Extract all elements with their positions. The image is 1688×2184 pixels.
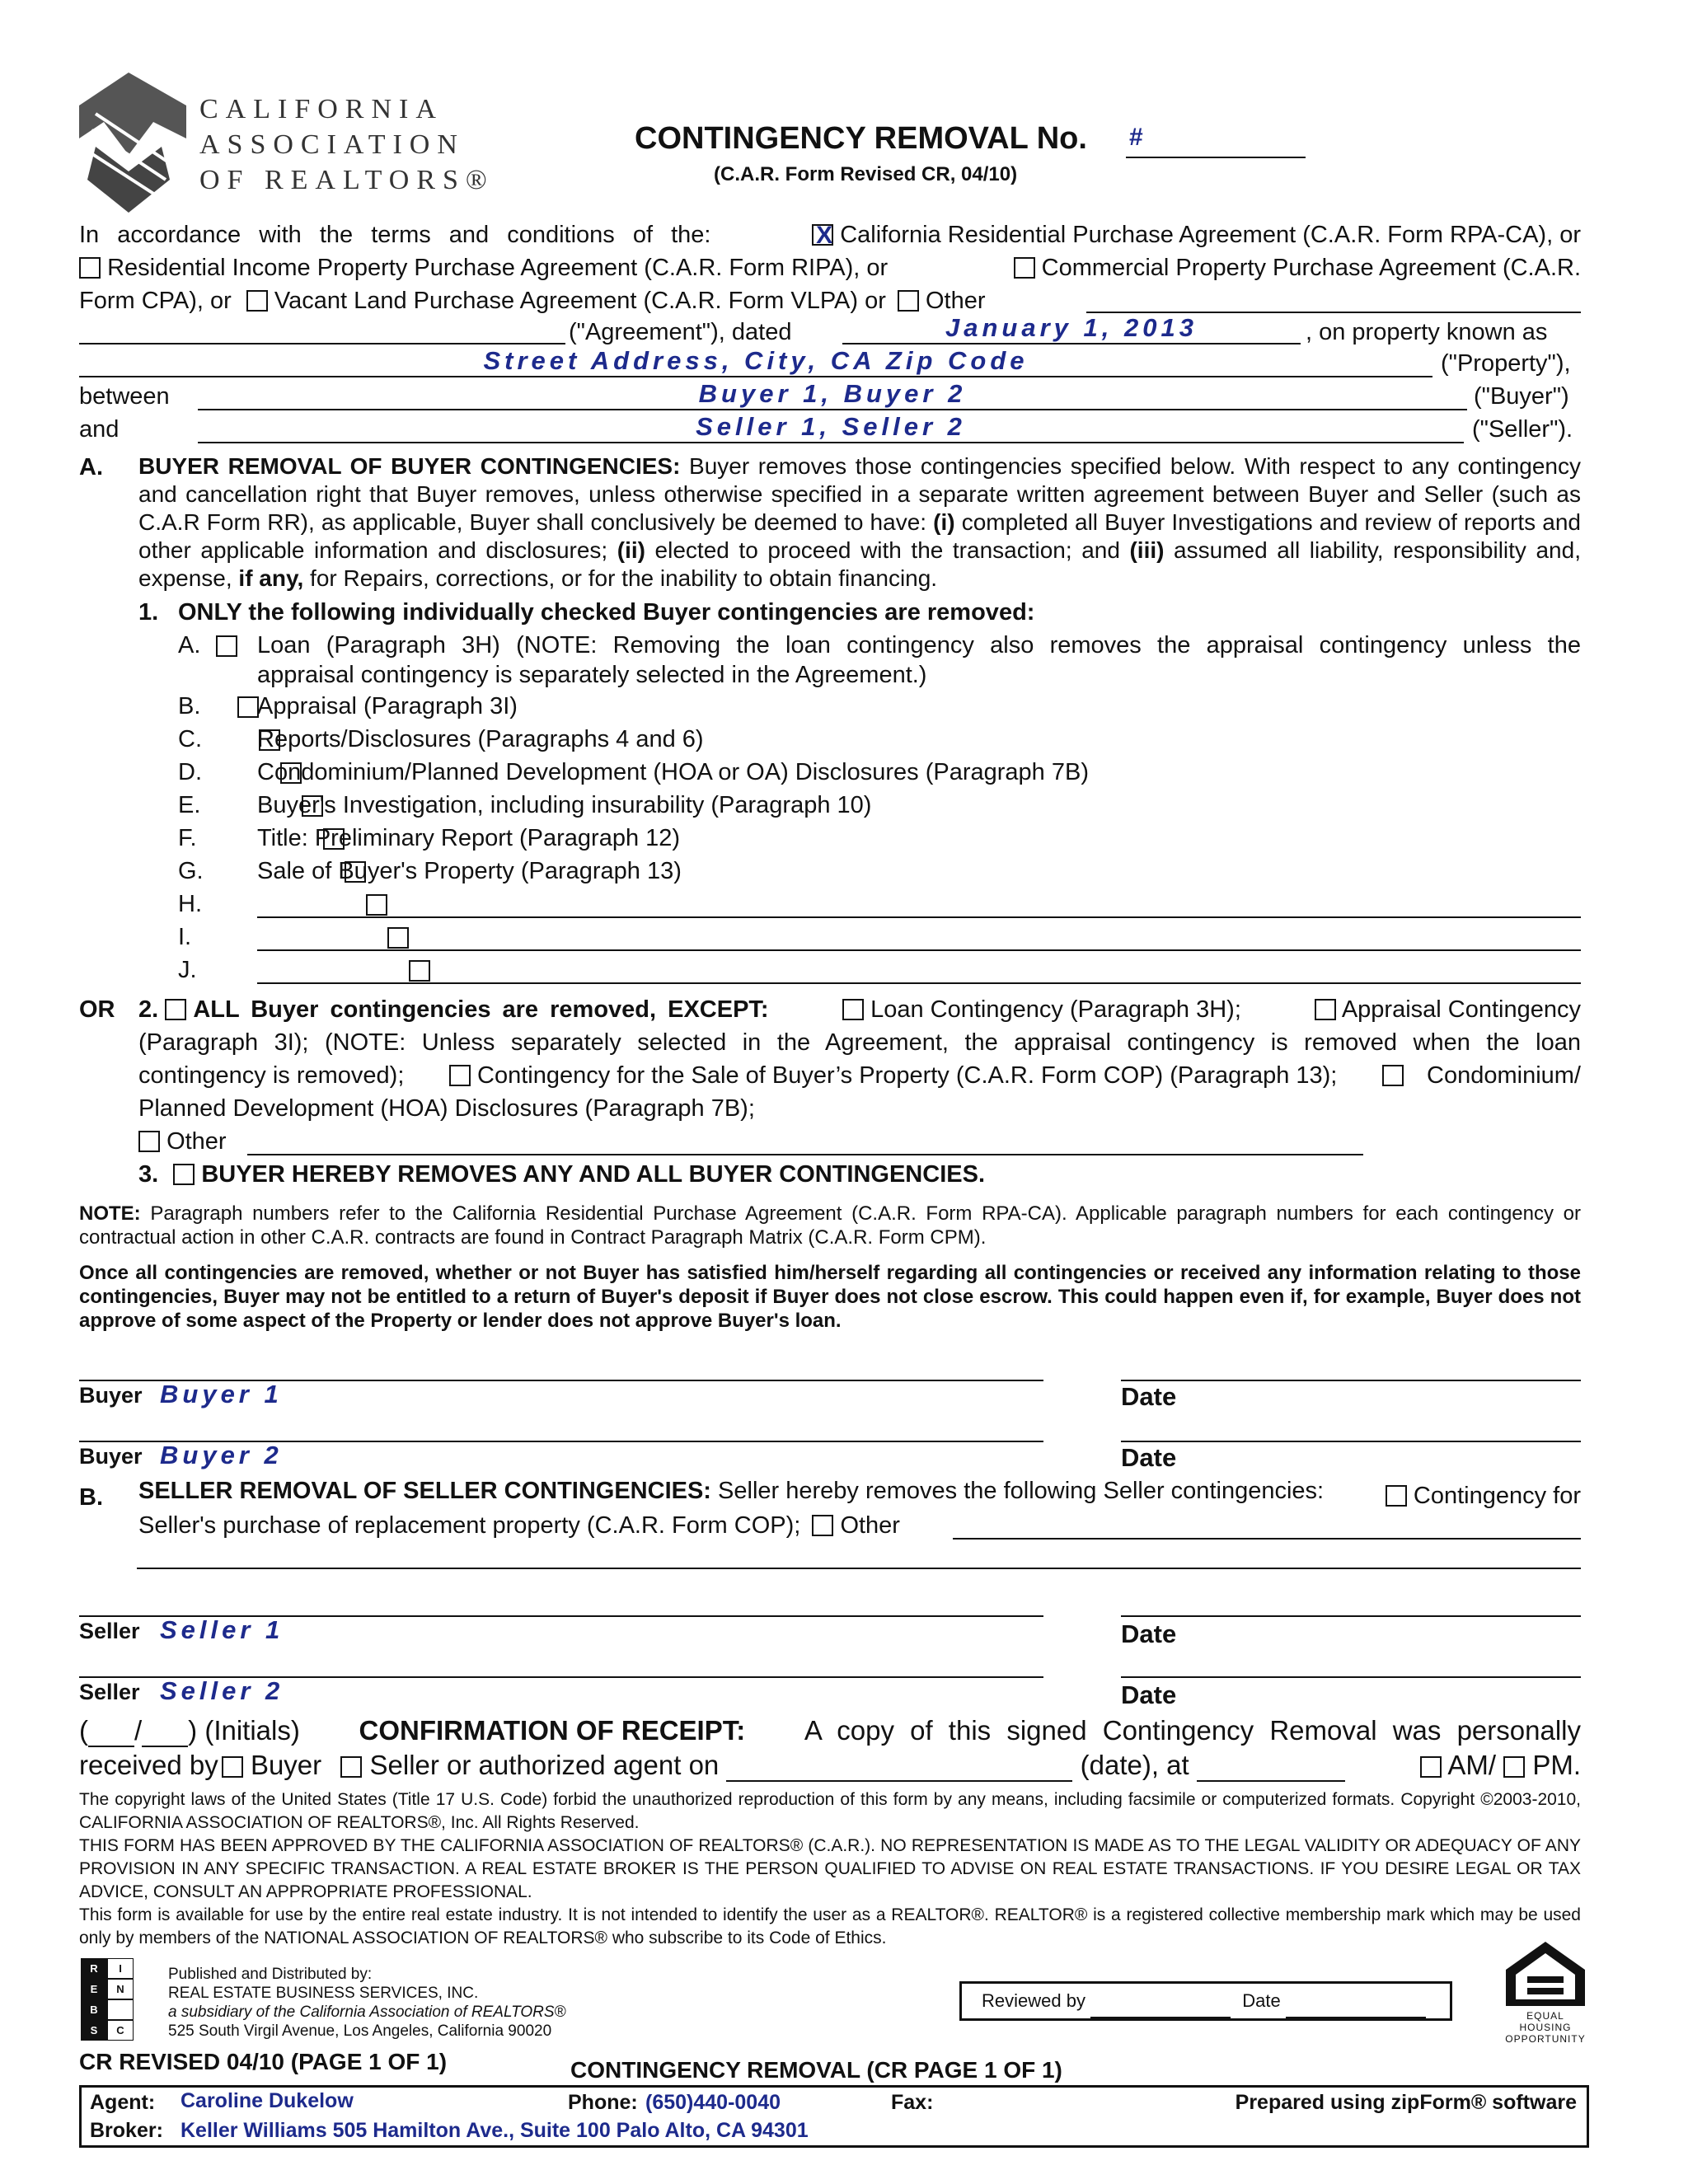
cop-except-checkbox[interactable] — [449, 1065, 471, 1086]
seller-2-signature-value: Seller 2 — [160, 1676, 284, 1705]
other-seller-checkbox[interactable] — [812, 1515, 833, 1536]
section-a-if-any: if any, — [238, 565, 304, 591]
item-2-other — [138, 1127, 227, 1155]
reviewed-by-label: Reviewed by — [982, 1990, 1085, 2011]
contingency-label-cont: appraisal contingency is separately selected in the Agreement.) — [257, 662, 927, 688]
other-seller-field[interactable] — [953, 1538, 1581, 1540]
equal-housing-text-1: EQUAL HOUSING — [1519, 2010, 1572, 2033]
vlpa-label: Vacant Land Purchase Agreement (C.A.R. Form VLPA) or — [274, 288, 886, 314]
cop-except-label: Contingency for the Sale of Buyer’s Property (C.A.R. Form COP) (Paragraph 13); — [477, 1062, 1338, 1089]
other-agreement-label: Other — [925, 288, 986, 314]
form-number-value: # — [1129, 124, 1143, 151]
seller-2-date-label: Date — [1121, 1680, 1177, 1709]
buyer-1-signature-value: Buyer 1 — [160, 1380, 283, 1408]
other-agreement-checkbox[interactable] — [898, 290, 919, 312]
other-except-label: Other — [166, 1128, 227, 1155]
receipt-seller-label: Seller or authorized agent on — [369, 1750, 720, 1780]
contingency-checkbox[interactable] — [366, 894, 387, 916]
publisher-info — [168, 1965, 566, 2041]
section-b-text: Seller hereby removes the following Seller contingencies: — [710, 1478, 1325, 1504]
note-text: Paragraph numbers refer to the California Residential Purchase Agreement (C.A.R. Form RPA-CA). Applicable paragraph numbers for each contingency or contractual action in other C.A.R. contracts are found in Contract Paragraph Matrix (C.A.R. Form CPM). — [79, 1202, 1581, 1249]
logo-line-1: CALIFORNIA — [199, 94, 443, 124]
warning-paragraph: Once all contingencies are removed, whether or not Buyer has satisfied him/herself regarding all contingencies or received any information relating to those contingencies, Buyer may not be entitled to a return of Buyer's deposit if Buyer does not close escrow. This could happen even if, for example, Buyer does not approve of some aspect of the Property or lender does not approve Buyer's loan. — [79, 1262, 1581, 1332]
reviewed-by-field[interactable] — [1090, 1999, 1231, 2018]
section-b-letter: B. — [79, 1484, 103, 1511]
item-2-line-2: (Paragraph 3I); (NOTE: Unless separately selected in the Agreement, the appraisal contingency is removed when the loan — [138, 1029, 1581, 1056]
property-address-field[interactable] — [79, 346, 1432, 377]
seller-1-label: Seller — [79, 1619, 140, 1643]
agreement-date-value: January 1, 2013 — [945, 313, 1198, 342]
and-label: and — [79, 416, 120, 443]
legal-usage: This form is available for use by the entire real estate industry. It is not intended to identify the user as a REALTOR®. REALTOR® is a registered collective membership mark which may be used only by members of the NATIONAL ASSOCIATION OF REALTORS® who subscribe to its Code of Ethics. — [79, 1905, 1581, 1947]
rebs-cell — [107, 1999, 134, 2020]
intro-line-3 — [79, 287, 986, 315]
section-a-text-3: elected to proceed with the transaction; and — [645, 537, 1130, 563]
contingency-letter: D. — [178, 759, 202, 785]
item-2-line-3 — [138, 1062, 1581, 1090]
section-a-letter: A. — [79, 454, 103, 480]
section-a-heading: BUYER REMOVAL OF BUYER CONTINGENCIES: — [138, 453, 681, 479]
section-b-line-1 — [138, 1477, 1581, 1509]
receipt-text: A copy of this signed Contingency Removal was personally — [804, 1715, 1581, 1746]
intro-line-1 — [79, 221, 1581, 249]
reviewed-date-field[interactable] — [1286, 1999, 1426, 2018]
equal-housing-icon — [1504, 1940, 1587, 2006]
cpa-checkbox[interactable] — [1014, 257, 1035, 279]
cop-seller-label: Contingency for — [1413, 1483, 1581, 1509]
seller-initials-field[interactable] — [142, 1722, 188, 1747]
intro-line-2 — [79, 254, 1581, 282]
pm-checkbox[interactable] — [1503, 1756, 1525, 1778]
buyer-1-date-line[interactable] — [1121, 1380, 1581, 1381]
section-a-text-2: completed all Buyer Investigations and review of reports and other applicable information and disclosures; — [138, 509, 1581, 563]
car-logo — [79, 73, 186, 213]
contingency-label: Buyer's Investigation, including insurability (Paragraph 10) — [257, 792, 872, 818]
buyer-2-label: Buyer — [79, 1444, 143, 1469]
seller-names-value: Seller 1, Seller 2 — [696, 412, 966, 441]
broker-value: Keller Williams 505 Hamilton Ave., Suite 100 Palo Alto, CA 94301 — [181, 2119, 809, 2142]
agreement-label: ("Agreement"), dated — [569, 319, 792, 345]
agent-label: Agent: — [90, 2091, 156, 2114]
am-label: AM/ — [1447, 1750, 1496, 1780]
rebs-cell: E — [81, 1979, 107, 1999]
reviewed-box — [959, 1981, 1452, 2021]
section-a-text-5: for Repairs, corrections, or for the inability to obtain financing. — [303, 565, 938, 591]
receipt-heading: CONFIRMATION OF RECEIPT: — [359, 1715, 746, 1746]
other-except-field[interactable] — [247, 1154, 1363, 1155]
prepared-by: Prepared using zipForm® software — [1235, 2091, 1577, 2114]
item-3-label: BUYER HEREBY REMOVES ANY AND ALL BUYER CONTINGENCIES. — [201, 1161, 985, 1188]
equal-housing-logo — [1502, 1940, 1589, 2045]
contingency-custom-field[interactable] — [257, 916, 1581, 918]
receipt-date-label: (date), at — [1080, 1750, 1189, 1780]
section-a-i: (i) — [933, 509, 955, 535]
cpa-label-2: Form CPA), or — [79, 288, 232, 314]
section-a-iii: (iii) — [1129, 537, 1165, 563]
pm-label: PM. — [1532, 1750, 1581, 1780]
all-except-checkbox[interactable] — [165, 999, 186, 1020]
buyer-initials-field[interactable] — [88, 1722, 134, 1747]
buyer-names-value: Buyer 1, Buyer 2 — [698, 379, 967, 408]
contingency-letter: C. — [178, 726, 202, 752]
ripa-checkbox[interactable] — [79, 257, 101, 279]
contingency-letter: I. — [178, 924, 192, 950]
rebs-cell: R — [81, 1958, 107, 1979]
contingency-label: Condominium/Planned Development (HOA or OA) Disclosures (Paragraph 7B) — [257, 759, 1089, 785]
condo-except-checkbox[interactable] — [1382, 1065, 1404, 1086]
contingency-custom-field[interactable] — [257, 949, 1581, 951]
rebs-cell: N — [107, 1979, 134, 1999]
receipt-line-2 — [79, 1749, 1581, 1782]
agreement-date-field[interactable] — [842, 313, 1301, 344]
contingency-label: Reports/Disclosures (Paragraphs 4 and 6) — [257, 726, 704, 752]
contingency-label: Title: Preliminary Report (Paragraph 12) — [257, 825, 681, 851]
buyer-2-date-line[interactable] — [1121, 1441, 1581, 1442]
buyer-2-signature-value: Buyer 2 — [160, 1441, 283, 1469]
item-2-line-4: Planned Development (HOA) Disclosures (Paragraph 7B); — [138, 1095, 755, 1122]
seller-2-label: Seller — [79, 1680, 140, 1704]
intro-lead: In accordance with the terms and conditions of the: — [79, 222, 711, 248]
seller-1-date-label: Date — [1121, 1619, 1177, 1648]
vlpa-checkbox[interactable] — [246, 290, 268, 312]
buyer-2-date-label: Date — [1121, 1443, 1177, 1472]
publisher-line-4: 525 South Virgil Avenue, Los Angeles, California 90020 — [168, 2022, 552, 2040]
receipt-seller-checkbox[interactable] — [340, 1756, 362, 1778]
car-logo-icon — [79, 73, 186, 213]
agent-box — [79, 2085, 1589, 2148]
section-b-line-2 — [138, 1511, 900, 1540]
form-number-field[interactable] — [1126, 124, 1306, 158]
contingency-letter: J. — [178, 957, 197, 983]
section-a-text-1: Buyer removes those contingencies specified below. With respect to any contingency and cancellation right that Buyer removes, unless otherwise specified in a separate written agreement between Buyer and Seller (such as C.A.R Form RR), as applicable, Buyer shall conclusively be deemed to have: — [138, 453, 1581, 535]
between-label: between — [79, 383, 170, 410]
contingency-letter: A. — [178, 632, 201, 658]
appraisal-except-label: Appraisal Contingency — [1341, 996, 1581, 1023]
cop-seller-checkbox[interactable] — [1386, 1485, 1407, 1507]
item-2-number: 2. — [138, 996, 159, 1023]
form-title: CONTINGENCY REMOVAL No. — [635, 121, 1087, 156]
form-subtitle: (C.A.R. Form Revised CR, 04/10) — [714, 163, 1018, 185]
rebs-logo — [81, 1958, 134, 2041]
receipt-buyer-checkbox[interactable] — [222, 1756, 243, 1778]
am-checkbox[interactable] — [1420, 1756, 1442, 1778]
cpa-label: Commercial Property Purchase Agreement (C.A.R. — [1041, 255, 1581, 281]
initials-slash: / — [134, 1715, 143, 1746]
receipt-time-field[interactable] — [1197, 1757, 1345, 1782]
rpa-label: California Residential Purchase Agreement (C.A.R. Form RPA-CA), or — [840, 222, 1581, 248]
reviewed-date-label: Date — [1242, 1990, 1281, 2011]
seller-label: ("Seller"). — [1472, 416, 1573, 443]
agent-value: Caroline Dukelow — [181, 2089, 354, 2112]
contingency-custom-field[interactable] — [257, 982, 1581, 984]
buyer-names-field[interactable] — [198, 379, 1467, 410]
rebs-cell: C — [107, 2020, 134, 2041]
condo-except-label: Condominium/ — [1427, 1062, 1581, 1089]
legal-text — [79, 1788, 1581, 1950]
seller-names-field[interactable] — [198, 412, 1464, 443]
footer-center-title: CONTINGENCY REMOVAL (CR PAGE 1 OF 1) — [570, 2057, 1062, 2083]
section-a-paragraph — [138, 452, 1581, 593]
buyer-1-label: Buyer — [79, 1383, 143, 1408]
other-except-checkbox[interactable] — [138, 1131, 160, 1152]
rebs-cell: B — [81, 1999, 107, 2020]
item-1-number: 1. — [138, 599, 159, 626]
remove-all-checkbox[interactable] — [173, 1164, 195, 1185]
section-a-text-4: assumed all liability, responsibility and, expense, — [138, 537, 1581, 591]
legal-approval: THIS FORM HAS BEEN APPROVED BY THE CALIFORNIA ASSOCIATION OF REALTORS® (C.A.R.). NO REPRESENTATION IS MADE AS TO THE LEGAL VALIDITY OR ADEQUACY OF ANY PROVISION IN ANY SPECIFIC TRANSACTION. A REAL ESTATE BROKER IS THE PERSON QUALIFIED TO ADVISE ON REAL ESTATE TRANSACTIONS. IF YOU DESIRE LEGAL OR TAX ADVICE, CONSULT AN APPROPRIATE PROFESSIONAL. — [79, 1836, 1581, 1901]
agreement-name-field[interactable] — [79, 343, 565, 344]
seller-1-signature-value: Seller 1 — [160, 1615, 284, 1644]
or-label: OR — [79, 996, 115, 1023]
receipt-buyer-label: Buyer — [250, 1750, 322, 1780]
item-1-label: ONLY the following individually checked Buyer contingencies are removed: — [178, 599, 1035, 626]
item-2-line-1 — [138, 996, 1581, 1024]
rpa-checkbox[interactable] — [812, 224, 833, 246]
section-b-line-2-text: Seller's purchase of replacement property (C.A.R. Form COP); — [138, 1512, 801, 1539]
initials-open: ( — [79, 1715, 88, 1746]
receipt-date-field[interactable] — [726, 1757, 1072, 1782]
item-3-number: 3. — [138, 1161, 159, 1188]
rebs-cell: S — [81, 2020, 107, 2041]
contingency-checkbox[interactable] — [237, 696, 259, 718]
property-known-label: , on property known as — [1306, 319, 1548, 345]
phone-label: Phone: — [568, 2091, 638, 2114]
seller-2-date-line[interactable] — [1121, 1676, 1581, 1678]
property-address-value: Street Address, City, CA Zip Code — [483, 346, 1029, 375]
initials-label: ) (Initials) — [188, 1715, 300, 1746]
seller-1-date-line[interactable] — [1121, 1615, 1581, 1617]
other-seller-label: Other — [840, 1512, 900, 1539]
contingency-label: Appraisal (Paragraph 3I) — [257, 693, 518, 719]
legal-copyright: The copyright laws of the United States (Title 17 U.S. Code) forbid the unauthorized reproduction of this form by any means, including facsimile or computerized formats. Copyright ©2003-2010, CALIFORNIA ASSOCIATION OF REALTORS®, Inc. All Rights Reserved. — [79, 1790, 1581, 1832]
buyer-1-date-label: Date — [1121, 1382, 1177, 1411]
equal-housing-text-2: OPPORTUNITY — [1505, 2033, 1586, 2045]
contingency-letter: G. — [178, 858, 204, 884]
received-by-label: received by — [79, 1750, 218, 1780]
property-label: ("Property"), — [1441, 350, 1571, 377]
receipt-line-1 — [79, 1714, 1581, 1747]
other-seller-field-2[interactable] — [137, 1568, 1581, 1569]
item-2-line-3a: contingency is removed); — [138, 1062, 405, 1089]
phone-value: (650)440-0040 — [645, 2091, 781, 2114]
section-a-ii: (ii) — [617, 537, 645, 563]
appraisal-except-checkbox[interactable] — [1315, 999, 1336, 1020]
publisher-line-2: REAL ESTATE BUSINESS SERVICES, INC. — [168, 1985, 479, 2002]
ripa-label: Residential Income Property Purchase Agreement (C.A.R. Form RIPA), or — [107, 255, 889, 281]
broker-label: Broker: — [90, 2119, 163, 2142]
item-2-heading: ALL Buyer contingencies are removed, EXCEPT: — [193, 996, 769, 1023]
logo-line-3: OF REALTORS® — [199, 165, 495, 195]
section-b-heading: SELLER REMOVAL OF SELLER CONTINGENCIES: — [138, 1478, 711, 1504]
footer-revised: CR REVISED 04/10 (PAGE 1 OF 1) — [79, 2049, 448, 2074]
fax-label: Fax: — [891, 2091, 934, 2114]
contingency-checkbox[interactable] — [409, 960, 430, 982]
item-3 — [138, 1160, 985, 1188]
note-paragraph — [79, 1202, 1581, 1249]
note-label: NOTE: — [79, 1202, 141, 1225]
contingency-letter: B. — [178, 693, 201, 719]
loan-except-checkbox[interactable] — [842, 999, 864, 1020]
contingency-checkbox[interactable] — [216, 635, 237, 657]
rebs-cell: I — [107, 1958, 134, 1979]
logo-line-2: ASSOCIATION — [199, 129, 465, 160]
buyer-label: ("Buyer") — [1474, 383, 1569, 410]
contingency-letter: F. — [178, 825, 197, 851]
contingency-label: Sale of Buyer's Property (Paragraph 13) — [257, 858, 682, 884]
contingency-label: Loan (Paragraph 3H) (NOTE: Removing the loan contingency also removes the appraisal contingency unless the — [257, 632, 1581, 658]
contingency-letter: H. — [178, 891, 202, 917]
contingency-letter: E. — [178, 792, 201, 818]
publisher-line-3: a subsidiary of the California Association of REALTORS® — [168, 2004, 566, 2021]
contingency-checkbox[interactable] — [387, 927, 409, 949]
loan-except-label: Loan Contingency (Paragraph 3H); — [870, 996, 1241, 1023]
publisher-line-1: Published and Distributed by: — [168, 1966, 373, 1983]
